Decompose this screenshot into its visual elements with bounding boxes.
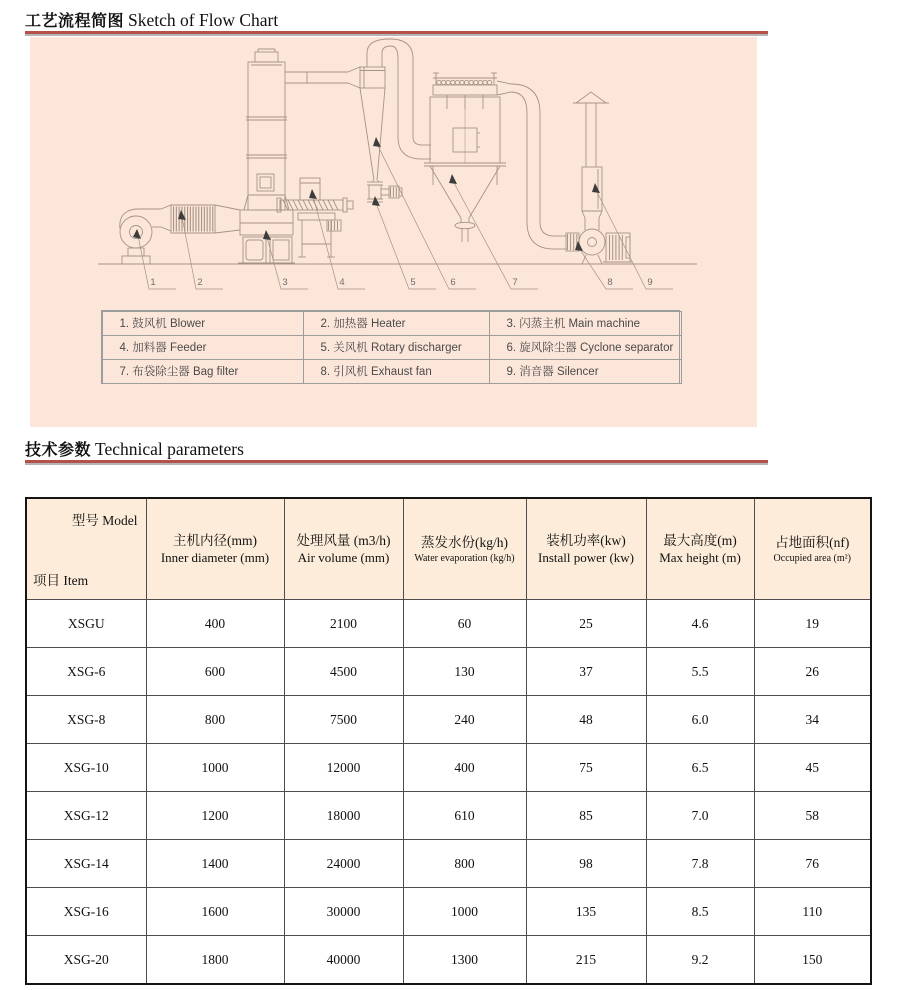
value-cell: 25: [526, 600, 646, 648]
model-cell: XSGU: [26, 600, 146, 648]
value-cell: 4500: [284, 648, 403, 696]
value-cell: 7500: [284, 696, 403, 744]
flow-arrows: [133, 137, 600, 251]
value-cell: 40000: [284, 936, 403, 985]
table-row: [26, 792, 871, 840]
part-number-5: 5: [410, 277, 416, 288]
value-cell: 45: [754, 744, 871, 792]
tech-params-heading: [25, 437, 244, 460]
duct-bagfilter-fan: [497, 81, 579, 251]
tech-params-heading-en: Technical parameters: [95, 439, 244, 459]
model-cell: XSG-6: [26, 648, 146, 696]
part-numbers: [150, 277, 652, 288]
legend-item-feeder: 4. 加料器 Feeder: [102, 335, 304, 360]
feeder-drawing: [277, 178, 353, 257]
value-cell: 1300: [403, 936, 526, 985]
bag-filter-drawing: [424, 73, 506, 242]
value-cell: 26: [754, 648, 871, 696]
value-cell: 1600: [146, 888, 284, 936]
value-cell: 150: [754, 936, 871, 985]
exhaust-fan-drawing: [579, 218, 632, 264]
table-row: [26, 936, 871, 985]
value-cell: 7.8: [646, 840, 754, 888]
value-cell: 600: [146, 648, 284, 696]
value-cell: 1000: [146, 744, 284, 792]
tech-params-heading-zh: 技术参数: [25, 442, 92, 459]
part-number-2: 2: [197, 277, 203, 288]
value-cell: 48: [526, 696, 646, 744]
main-machine-drawing: [238, 49, 295, 263]
legend-item-cyclone-separator: 6. 旋风除尘器 Cyclone separator: [489, 335, 682, 360]
value-cell: 9.2: [646, 936, 754, 985]
legend-item-silencer: 9. 消音器 Silencer: [489, 359, 682, 384]
value-cell: 800: [146, 696, 284, 744]
value-cell: 240: [403, 696, 526, 744]
part-number-7: 7: [512, 277, 518, 288]
col-header-max-height: 最大高度(m) Max height (m): [646, 498, 754, 600]
part-number-4: 4: [339, 277, 345, 288]
model-cell: XSG-14: [26, 840, 146, 888]
corner-item-label: 项目 Item: [33, 573, 89, 588]
legend-item-heater: 2. 加热器 Heater: [303, 311, 490, 336]
col-header-occupied-area: 占地面积(nf) Occupied area (m²): [754, 498, 871, 600]
value-cell: 75: [526, 744, 646, 792]
heading-rule-2: [25, 460, 768, 463]
corner-model-label: 型号 Model: [71, 513, 138, 528]
value-cell: 98: [526, 840, 646, 888]
model-cell: XSG-20: [26, 936, 146, 985]
table-row: [26, 744, 871, 792]
legend-item-main-machine: 3. 闪蒸主机 Main machine: [489, 311, 682, 336]
value-cell: 400: [403, 744, 526, 792]
value-cell: 400: [146, 600, 284, 648]
value-cell: 18000: [284, 792, 403, 840]
value-cell: 58: [754, 792, 871, 840]
flow-chart-heading-zh: 工艺流程简图: [25, 13, 125, 30]
col-header-air-volume: 处理风量 (m3/h) Air volume (mm): [284, 498, 403, 600]
leader-lines: [138, 144, 673, 289]
value-cell: 1800: [146, 936, 284, 985]
flow-chart-heading: [25, 8, 278, 31]
value-cell: 76: [754, 840, 871, 888]
table-row: [26, 696, 871, 744]
value-cell: 12000: [284, 744, 403, 792]
value-cell: 34: [754, 696, 871, 744]
value-cell: 8.5: [646, 888, 754, 936]
value-cell: 24000: [284, 840, 403, 888]
table-row: [26, 888, 871, 936]
flow-chart-drawing: [30, 37, 757, 305]
legend-table: [101, 310, 680, 384]
value-cell: 1400: [146, 840, 284, 888]
part-number-6: 6: [450, 277, 456, 288]
model-cell: XSG-8: [26, 696, 146, 744]
legend-item-exhaust-fan: 8. 引风机 Exhaust fan: [303, 359, 490, 384]
value-cell: 4.6: [646, 600, 754, 648]
value-cell: 37: [526, 648, 646, 696]
col-header-water-evaporation: 蒸发水份(kg/h) Water evaporation (kg/h): [403, 498, 526, 600]
value-cell: 130: [403, 648, 526, 696]
value-cell: 6.0: [646, 696, 754, 744]
part-number-3: 3: [282, 277, 288, 288]
legend-item-blower: 1. 鼓风机 Blower: [102, 311, 304, 336]
legend-item-rotary-discharger: 5. 关风机 Rotary discharger: [303, 335, 490, 360]
table-row: [26, 600, 871, 648]
value-cell: 30000: [284, 888, 403, 936]
value-cell: 2100: [284, 600, 403, 648]
model-cell: XSG-16: [26, 888, 146, 936]
model-cell: XSG-10: [26, 744, 146, 792]
model-cell: XSG-12: [26, 792, 146, 840]
value-cell: 19: [754, 600, 871, 648]
col-header-inner-diameter: 主机内径(mm) Inner diameter (mm): [146, 498, 284, 600]
silencer-drawing: [573, 92, 609, 218]
value-cell: 610: [403, 792, 526, 840]
value-cell: 135: [526, 888, 646, 936]
flow-chart-panel: [30, 37, 757, 427]
blower-drawing: [120, 205, 171, 264]
value-cell: 6.5: [646, 744, 754, 792]
value-cell: 7.0: [646, 792, 754, 840]
value-cell: 1200: [146, 792, 284, 840]
value-cell: 110: [754, 888, 871, 936]
value-cell: 800: [403, 840, 526, 888]
duct-tower-cyclone: [285, 67, 360, 88]
heading-rule-1: [25, 31, 768, 34]
spec-table-header-row: [26, 498, 871, 600]
part-number-1: 1: [150, 277, 156, 288]
table-row: [26, 840, 871, 888]
value-cell: 215: [526, 936, 646, 985]
value-cell: 5.5: [646, 648, 754, 696]
flow-chart-heading-en: Sketch of Flow Chart: [128, 10, 279, 30]
part-number-9: 9: [647, 277, 653, 288]
legend-item-bag-filter: 7. 布袋除尘器 Bag filter: [102, 359, 304, 384]
spec-table: [25, 497, 872, 985]
value-cell: 60: [403, 600, 526, 648]
value-cell: 85: [526, 792, 646, 840]
part-number-8: 8: [607, 277, 613, 288]
corner-header-cell: [26, 498, 146, 600]
col-header-install-power: 装机功率(kw) Install power (kw): [526, 498, 646, 600]
value-cell: 1000: [403, 888, 526, 936]
table-row: [26, 648, 871, 696]
